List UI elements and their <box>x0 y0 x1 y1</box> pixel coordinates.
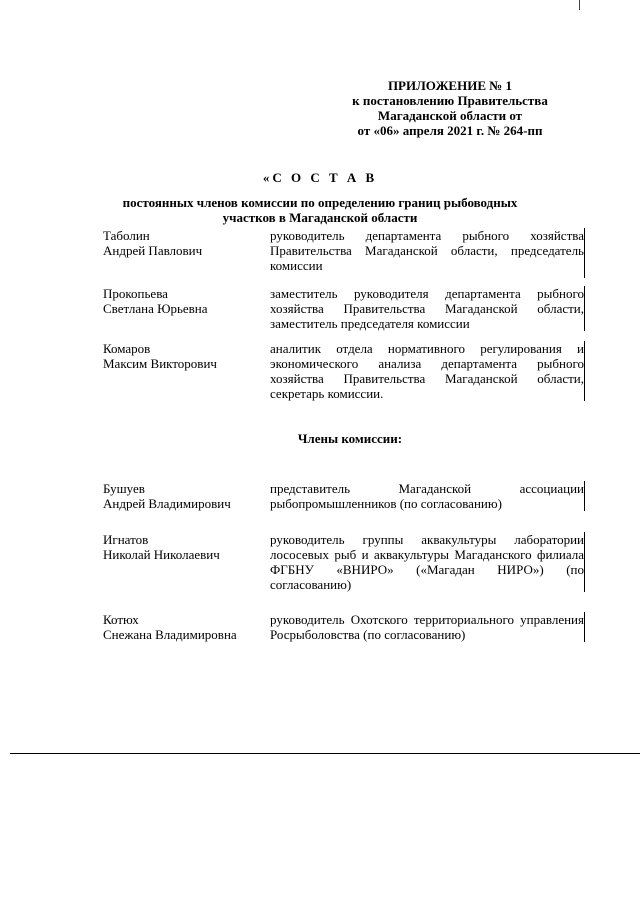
appendix-header <box>300 78 600 138</box>
member-name-block <box>103 228 263 258</box>
member-surname: Котюх <box>103 612 139 627</box>
member-name-block <box>103 481 263 511</box>
member-role: аналитик отдела нормативного регулирования и экономического анализа департамента рыбного хозяйства Правительства Магаданской области, секретарь комиссии. <box>270 341 584 401</box>
member-given-name: Андрей Владимирович <box>103 496 231 511</box>
member-name-block <box>103 612 263 642</box>
member-role: заместитель руководителя департамента рыбного хозяйства Правительства Магаданской области, заместитель председателя комиссии <box>270 286 584 331</box>
member-given-name: Светлана Юрьевна <box>103 301 208 316</box>
scan-mark <box>579 0 580 10</box>
margin-line <box>584 341 585 401</box>
member-given-name: Снежана Владимировна <box>103 627 237 642</box>
member-surname: Игнатов <box>103 532 149 547</box>
member-surname: Бушуев <box>103 481 145 496</box>
member-name-block <box>103 532 263 562</box>
margin-line <box>584 228 585 278</box>
member-given-name: Николай Николаевич <box>103 547 220 562</box>
title-line-3: участков в Магаданской области <box>222 210 418 225</box>
member-surname: Комаров <box>103 341 151 356</box>
member-given-name: Максим Викторович <box>103 356 217 371</box>
member-name-block <box>103 286 263 316</box>
member-given-name: Андрей Павлович <box>103 243 203 258</box>
member-role: руководитель группы аквакультуры лаборатории лососевых рыб и аквакультуры Магаданского филиала ФГБНУ «ВНИРО» («Магадан НИРО») (по согласованию) <box>270 532 584 592</box>
appendix-line-3: Магаданской области от <box>377 108 523 123</box>
member-role: руководитель департамента рыбного хозяйства Правительства Магаданской области, председатель комиссии <box>270 228 584 273</box>
member-surname: Таболин <box>103 228 150 243</box>
members-heading: Члены комиссии: <box>297 431 403 446</box>
margin-line <box>584 286 585 331</box>
margin-line <box>584 481 585 511</box>
title-line-2: постоянных членов комиссии по определению границ рыбоводных <box>122 195 518 210</box>
member-name-block <box>103 341 263 371</box>
appendix-line-2: к постановлению Правительства <box>352 93 548 108</box>
member-role: руководитель Охотского территориального управления Росрыболовства (по согласованию) <box>270 612 584 642</box>
appendix-line-4: от «06» апреля 2021 г. № 264-пп <box>357 123 543 138</box>
appendix-line-1: ПРИЛОЖЕНИЕ № 1 <box>387 78 513 93</box>
member-surname: Прокопьева <box>103 286 168 301</box>
member-role: представитель Магаданской ассоциации рыбопромышленников (по согласованию) <box>270 481 584 511</box>
margin-line <box>584 612 585 642</box>
page-divider <box>10 753 640 754</box>
title-line-1: «С О С Т А В <box>262 170 378 185</box>
margin-line <box>584 532 585 592</box>
document-title <box>60 170 580 225</box>
